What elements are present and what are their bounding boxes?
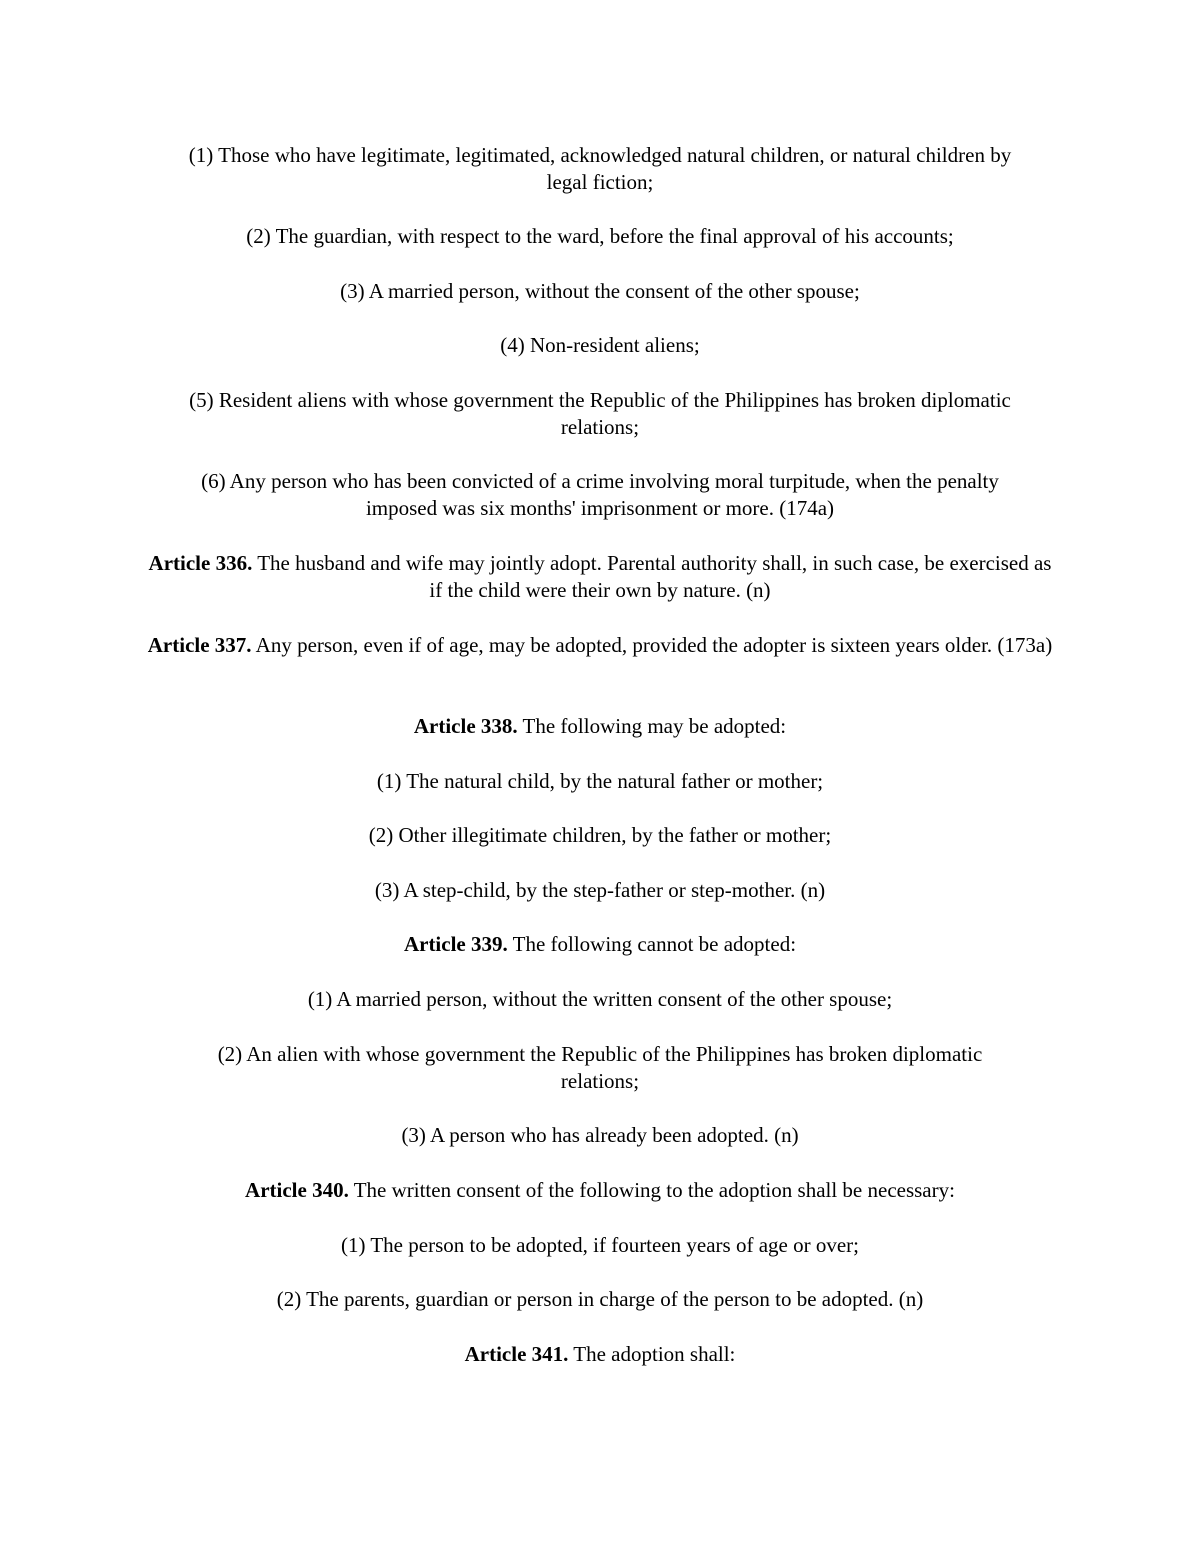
article-label: Article 339. [403, 932, 508, 956]
paragraph-text: (6) Any person who has been convicted of a crime involving moral turpitude, when the penalty imposed was six months' imprisonment or more. (174a) [201, 469, 999, 520]
paragraph-adoptable-2 [0, 822, 1200, 849]
paragraph-text: (1) The person to be adopted, if fourteen years of age or over; [341, 1233, 859, 1257]
paragraph-text: (4) Non-resident aliens; [500, 333, 700, 357]
paragraph-adoptable-3 [0, 877, 1200, 904]
paragraph-disqualified-5 [0, 387, 1200, 441]
paragraph-disqualified-1 [0, 142, 1200, 196]
paragraph-not-adoptable-3 [0, 1122, 1200, 1149]
paragraph-text: (1) Those who have legitimate, legitimated, acknowledged natural children, or natural children by legal fiction; [188, 143, 1012, 194]
paragraph-disqualified-2 [0, 223, 1200, 250]
paragraph-disqualified-6 [0, 468, 1200, 522]
article-label: Article 338. [413, 714, 518, 738]
paragraph-consent-1 [0, 1232, 1200, 1259]
paragraph-text: (3) A step-child, by the step-father or step-mother. (n) [374, 878, 826, 902]
paragraph-text: (2) Other illegitimate children, by the father or mother; [368, 823, 832, 847]
article-339 [0, 931, 1200, 958]
paragraph-adoptable-1 [0, 768, 1200, 795]
article-label: Article 340. [245, 1178, 349, 1202]
article-341 [0, 1341, 1200, 1368]
article-text: The adoption shall: [568, 1342, 736, 1366]
article-label: Article 341. [464, 1342, 569, 1366]
paragraph-disqualified-3 [0, 278, 1200, 305]
paragraph-text: (3) A person who has already been adopted. (n) [401, 1123, 799, 1147]
paragraph-text: (2) An alien with whose government the Republic of the Philippines has broken diplomatic relations; [217, 1042, 983, 1093]
paragraph-not-adoptable-1 [0, 986, 1200, 1013]
article-text: The husband and wife may jointly adopt. Parental authority shall, in such case, be exercised as if the child were their own by nature. (n) [252, 551, 1052, 602]
article-text: The following may be adopted: [517, 714, 787, 738]
paragraph-disqualified-4 [0, 332, 1200, 359]
paragraph-text: (2) The guardian, with respect to the ward, before the final approval of his accounts; [246, 224, 954, 248]
paragraph-text: (2) The parents, guardian or person in charge of the person to be adopted. (n) [276, 1287, 924, 1311]
paragraph-text: (1) The natural child, by the natural father or mother; [376, 769, 824, 793]
article-text: The written consent of the following to the adoption shall be necessary: [348, 1178, 955, 1202]
article-340 [0, 1177, 1200, 1204]
article-text: Any person, even if of age, may be adopted, provided the adopter is sixteen years older. (173a) [251, 633, 1053, 657]
article-text: The following cannot be adopted: [507, 932, 797, 956]
paragraph-text: (1) A married person, without the written consent of the other spouse; [307, 987, 893, 1011]
paragraph-text: (5) Resident aliens with whose government the Republic of the Philippines has broken diplomatic relations; [189, 388, 1011, 439]
paragraph-not-adoptable-2 [0, 1041, 1200, 1095]
paragraph-consent-2 [0, 1286, 1200, 1313]
article-338 [0, 713, 1200, 740]
article-label: Article 336. [148, 551, 253, 575]
article-336 [0, 550, 1200, 604]
article-337 [0, 632, 1200, 659]
article-label: Article 337. [147, 633, 252, 657]
paragraph-text: (3) A married person, without the consent of the other spouse; [340, 279, 860, 303]
